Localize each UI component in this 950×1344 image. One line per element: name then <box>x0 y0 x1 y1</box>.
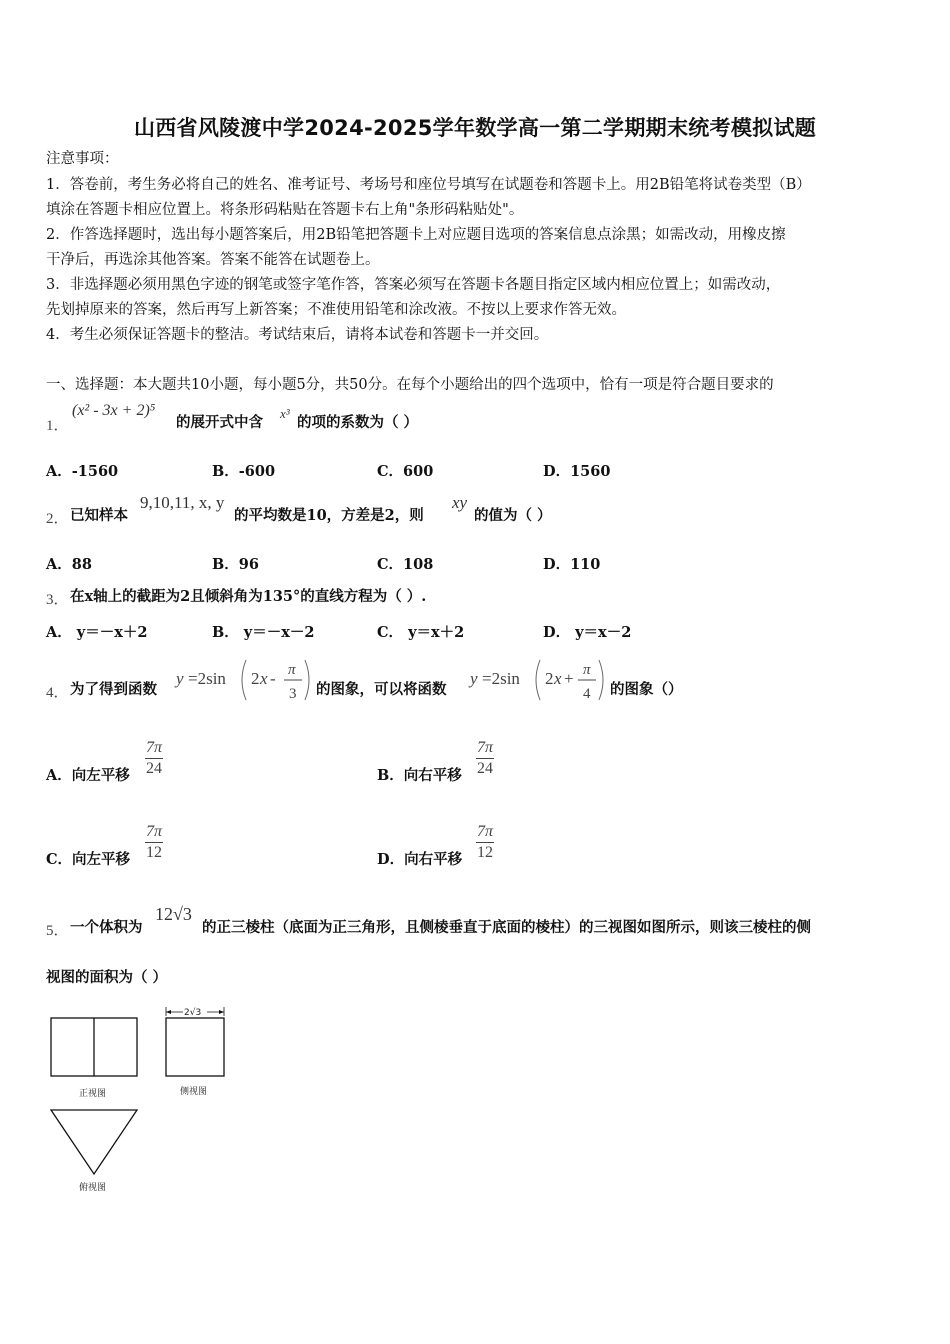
q1-expression: (x² - 3x + 2)⁵ <box>72 402 156 419</box>
q4-option-d-den: 12 <box>477 844 493 861</box>
q4-option-d-num: 7π <box>476 822 494 843</box>
q4-formula-2 <box>468 656 608 704</box>
q4-option-d-fraction <box>476 822 494 863</box>
q4-text-c: 的图象（） <box>610 681 683 698</box>
q3-text: 在x轴上的截距为2且倾斜角为135°的直线方程为（ ）. <box>70 588 427 605</box>
svg-text:x: x <box>260 669 268 688</box>
q2-number: 2． <box>46 511 69 527</box>
q1-option-b: B．-600 <box>212 463 276 480</box>
notice-line-3: 2．作答选择题时，选出每小题答案后，用2B铅笔把答题卡上对应题目选项的答案信息点涂黑；如需改动，用橡皮擦 <box>46 227 786 243</box>
svg-text:x: x <box>554 669 562 688</box>
side-view-rect <box>166 1018 224 1076</box>
q4-option-b-label: B．向右平移 <box>377 767 462 784</box>
page-title: 山西省风陵渡中学2024-2025学年数学高一第二学期期末统考模拟试题 <box>133 116 817 140</box>
svg-text:3: 3 <box>289 686 297 702</box>
q2-text-c: 的值为（ ） <box>474 507 552 524</box>
q4-option-c-den: 12 <box>146 844 162 861</box>
q5-text-b: 的正三棱柱（底面为正三角形，且侧棱垂直于底面的棱柱）的三视图如图所示，则该三棱柱的侧 <box>202 919 811 936</box>
q1-text-b: 的项的系数为（ ） <box>297 414 419 431</box>
svg-text:=2sin: =2sin <box>188 669 226 688</box>
notice-line-2: 填涂在答题卡相应位置上。将条形码粘贴在答题卡右上角"条形码粘贴处"。 <box>46 202 524 218</box>
notice-line-6: 先划掉原来的答案，然后再写上新答案；不准使用铅笔和涂改液。不按以上要求作答无效。 <box>46 302 626 318</box>
three-view-figure <box>44 1004 244 1204</box>
q2-text-a: 已知样本 <box>70 507 128 524</box>
svg-text:y: y <box>470 669 478 688</box>
q2-product: xy <box>452 493 468 512</box>
q3-number: 3． <box>46 592 69 608</box>
q4-option-a-den: 24 <box>146 760 162 777</box>
svg-text:π: π <box>288 662 296 678</box>
dim-label: 2√3 <box>184 1008 202 1018</box>
q4-option-a-label: A．向左平移 <box>46 767 130 784</box>
svg-text:+: + <box>564 669 574 688</box>
q4-option-b-num: 7π <box>476 738 494 759</box>
svg-text:=2sin: =2sin <box>482 669 520 688</box>
svg-text:2: 2 <box>251 669 260 688</box>
q4-option-a-num: 7π <box>145 738 163 759</box>
q4-option-c-num: 7π <box>145 822 163 843</box>
q4-option-b-den: 24 <box>477 760 493 777</box>
svg-text:4: 4 <box>583 686 591 702</box>
top-view-triangle <box>51 1110 137 1174</box>
q3-option-a: A． y＝－x＋2 <box>46 624 148 641</box>
section-heading: 一、选择题：本大题共10小题，每小题5分，共50分。在每个小题给出的四个选项中，恰有一项是符合题目要求的 <box>46 377 774 393</box>
q4-text-a: 为了得到函数 <box>70 681 157 698</box>
q5-line-2: 视图的面积为（ ） <box>46 969 168 986</box>
svg-text:2: 2 <box>545 669 554 688</box>
svg-text:π: π <box>583 662 591 678</box>
q1-text-a: 的展开式中含 <box>176 414 263 431</box>
q2-option-a: A．88 <box>46 556 92 573</box>
q1-term: x³ <box>280 406 290 421</box>
notice-line-4: 干净后，再选涂其他答案。答案不能答在试题卷上。 <box>46 252 380 268</box>
notice-line-7: 4．考生必须保证答题卡的整洁。考试结束后，请将本试卷和答题卡一并交回。 <box>46 327 549 343</box>
svg-text:y: y <box>176 669 184 688</box>
q2-option-d: D．110 <box>543 556 601 573</box>
q1-option-c: C．600 <box>377 463 434 480</box>
q5-number: 5． <box>46 923 69 939</box>
q3-option-d: D． y＝x－2 <box>543 624 632 641</box>
q4-option-a-fraction <box>145 738 163 779</box>
q4-number: 4． <box>46 685 69 701</box>
q1-number: 1． <box>46 418 69 434</box>
side-view-label: 侧视图 <box>180 1087 208 1097</box>
notice-line-1: 1．答卷前，考生务必将自己的姓名、准考证号、考场号和座位号填写在试题卷和答题卡上。用2B铅笔将试卷类型（B） <box>46 177 811 193</box>
q4-formula-1 <box>174 656 314 704</box>
q5-volume: 12√3 <box>155 904 192 924</box>
q4-option-d-label: D．向右平移 <box>377 851 463 868</box>
q2-sample: 9,10,11, x, y <box>140 493 225 512</box>
q3-option-b: B． y＝－x－2 <box>212 624 315 641</box>
q2-option-b: B．96 <box>212 556 259 573</box>
top-view-label: 俯视图 <box>79 1183 107 1193</box>
q2-option-c: C．108 <box>377 556 434 573</box>
q4-option-c-label: C．向左平移 <box>46 851 131 868</box>
q1-option-d: D．1560 <box>543 463 611 480</box>
q3-option-c: C． y＝x＋2 <box>377 624 465 641</box>
notice-line-5: 3．非选择题必须用黑色字迹的钢笔或签字笔作答，答案必须写在答题卡各题目指定区域内相应位置上；如需改动， <box>46 277 781 293</box>
q1-option-a: A．-1560 <box>46 463 119 480</box>
svg-text:-: - <box>270 669 276 688</box>
q5-text-a: 一个体积为 <box>70 919 143 936</box>
q4-option-c-fraction <box>145 822 163 863</box>
q4-option-b-fraction <box>476 738 494 779</box>
front-view-label: 正视图 <box>79 1089 107 1099</box>
q4-text-b: 的图象，可以将函数 <box>316 681 447 698</box>
q2-text-b: 的平均数是10，方差是2，则 <box>234 507 424 524</box>
notice-heading: 注意事项： <box>46 151 119 167</box>
